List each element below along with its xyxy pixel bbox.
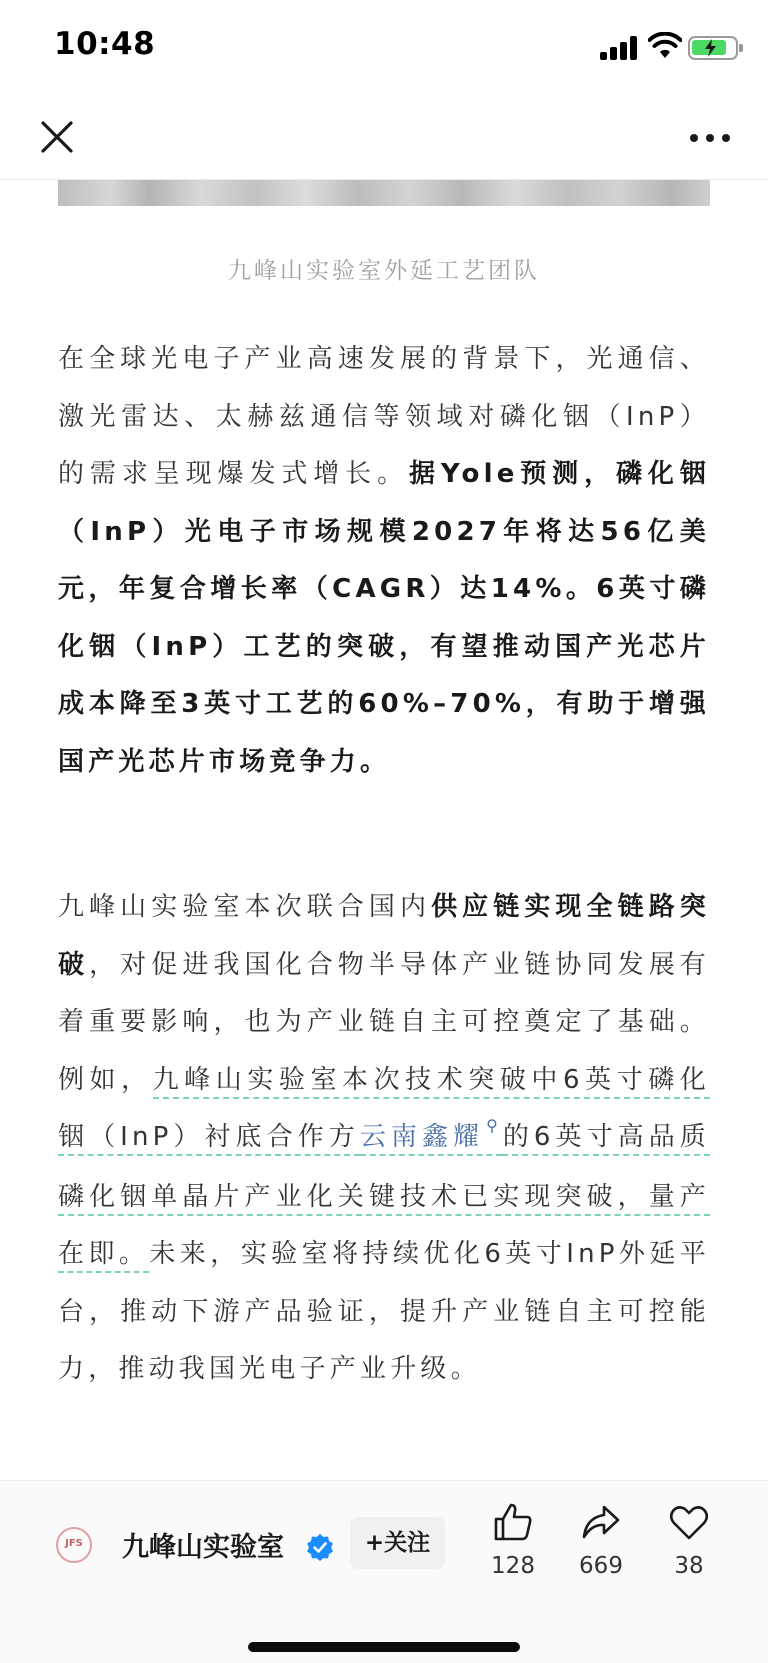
share-button[interactable]: [566, 1501, 636, 1601]
bottom-action-bar: [0, 1480, 768, 1663]
highlighted-text: 的6英寸高品质磷化铟单晶片产业化关键技术已实现突破，量产在即。: [58, 1122, 710, 1273]
verified-badge-icon: [306, 1533, 334, 1561]
article-paragraph-2: [58, 879, 710, 1399]
like-count: 128: [491, 1553, 535, 1579]
home-indicator[interactable]: [248, 1642, 520, 1652]
heart-icon: [668, 1501, 710, 1543]
article-paragraph-1: [58, 331, 710, 791]
like-button[interactable]: [478, 1501, 548, 1601]
favorite-button[interactable]: [654, 1501, 724, 1601]
search-icon[interactable]: ⚲: [486, 1116, 502, 1135]
status-bar: [0, 0, 768, 96]
paragraph-text: 未来，实验室将持续优化6英寸InP外延平台，推动下游产品验证，提升产业链自主可控能力，推动我国光电子产业升级。: [58, 1239, 710, 1384]
favorite-count: 38: [674, 1553, 704, 1579]
cellular-signal-icon: [600, 36, 638, 60]
share-icon: [580, 1501, 622, 1543]
paragraph-bold-text: 供应链实现全链路突破: [58, 892, 710, 980]
author-avatar[interactable]: JFS: [56, 1527, 92, 1563]
battery-charging-icon: [688, 36, 738, 60]
highlighted-text: 九峰山实验室本次技术突破中6英寸磷化铟（InP）衬底合作方: [58, 1065, 710, 1157]
status-time: 10:48: [54, 26, 156, 62]
paragraph-bold-text: 据Yole预测，磷化铟（InP）光电子市场规模2027年将达56亿美元，年复合增长率（CAGR）达14%。6英寸磷化铟（InP）工艺的突破，有望推动国产光芯片成本降至3英寸工艺的60%–70%，有助于增强国产光芯片市场竞争力。: [58, 459, 710, 777]
article-image: [58, 180, 710, 206]
close-icon[interactable]: [34, 114, 80, 160]
author-name[interactable]: 九峰山实验室: [122, 1532, 284, 1563]
share-count: 669: [579, 1553, 623, 1579]
more-horizontal-icon[interactable]: [686, 118, 734, 158]
top-nav: [0, 96, 768, 180]
image-caption: 九峰山实验室外延工艺团队: [228, 258, 540, 284]
paragraph-text: ，对促进我国化合物半导体产业链协同发展有着重要影响，也为产业链自主可控奠定了基础。例如，: [58, 949, 710, 1095]
follow-button[interactable]: +关注: [350, 1517, 445, 1569]
thumbs-up-icon: [492, 1501, 534, 1543]
paragraph-text: 在全球光电子产业高速发展的背景下，光通信、激光雷达、太赫兹通信等领域对磷化铟（InP）的需求呈现爆发式增长。: [58, 344, 710, 489]
company-link[interactable]: 云南鑫耀: [359, 1122, 485, 1152]
wifi-icon: [648, 32, 682, 60]
paragraph-text: 九峰山实验室本次联合国内: [58, 892, 432, 922]
